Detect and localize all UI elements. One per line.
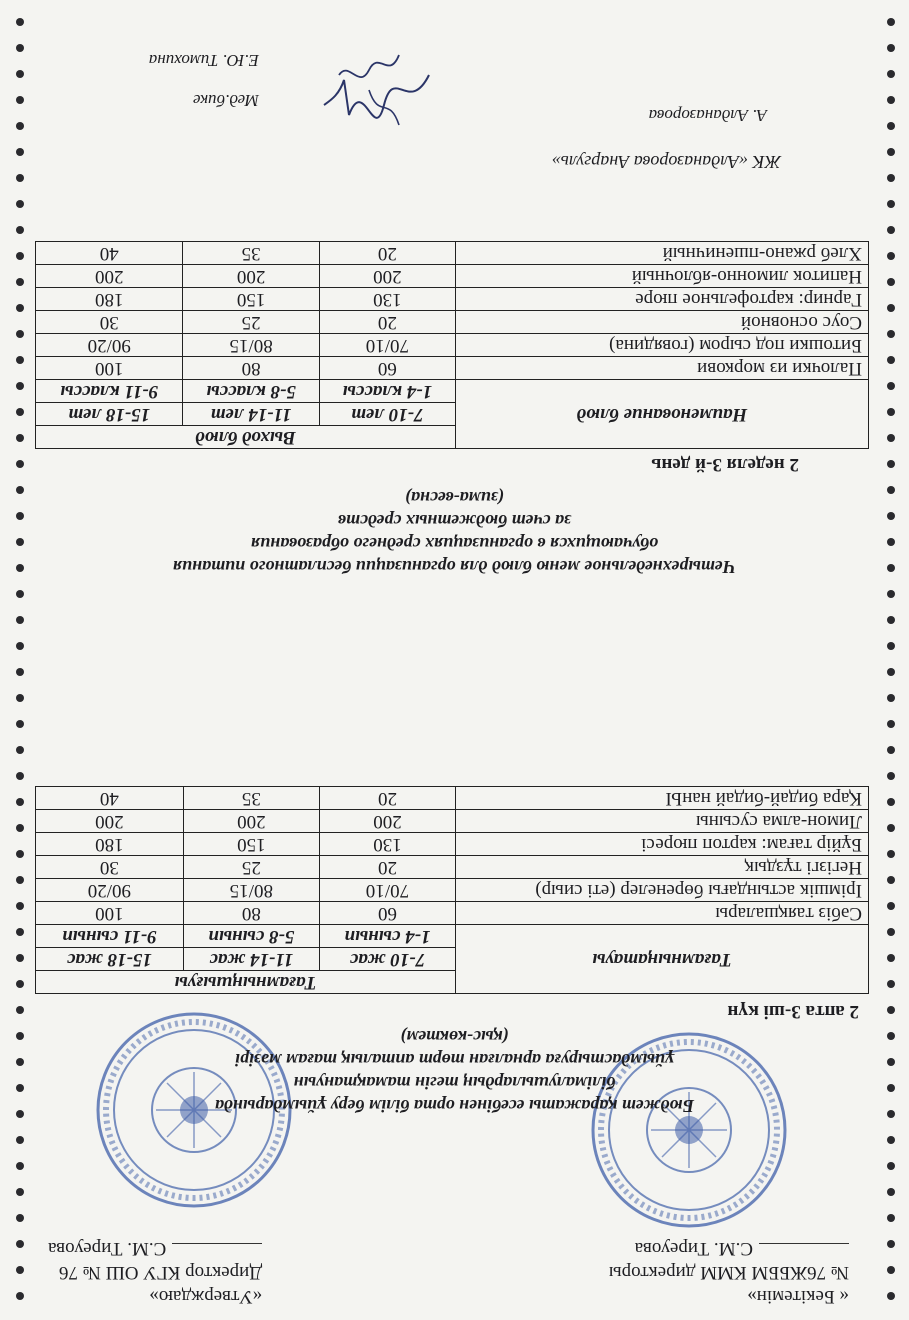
punch-hole — [887, 382, 895, 390]
portion-value: 100 — [36, 357, 184, 380]
punch-hole — [16, 772, 24, 780]
punch-hole — [887, 460, 895, 468]
punch-hole — [887, 876, 895, 884]
grade-header: 5-8 сынып — [183, 925, 319, 948]
portion-value: 130 — [319, 833, 455, 856]
punch-hole — [16, 824, 24, 832]
punch-hole — [16, 70, 24, 78]
punch-hole — [16, 44, 24, 52]
age-header: 11-14 лет — [183, 403, 319, 426]
punch-hole — [16, 304, 24, 312]
portion-value: 200 — [36, 265, 184, 288]
punch-hole — [16, 642, 24, 650]
punch-hole — [16, 564, 24, 572]
portion-value: 80/15 — [183, 334, 319, 357]
supplier-representative: А. Алданазорова — [648, 106, 767, 125]
punch-hole — [16, 200, 24, 208]
russian-title-line2: обучающихся в организациях среднего образования — [250, 534, 659, 554]
russian-menu-table — [35, 241, 869, 449]
approval-russian-sign-row — [48, 1236, 262, 1260]
approval-kazakh-sign-row — [609, 1236, 849, 1260]
punch-hole — [16, 980, 24, 988]
dish-name: Напиток лимонно-яблочный — [456, 265, 869, 288]
table-row — [36, 288, 869, 311]
approval-kazakh-line3: С.М. Тиреуова — [634, 1238, 753, 1259]
punch-hole — [16, 1058, 24, 1066]
punch-hole — [887, 278, 895, 286]
portion-value: 90/20 — [36, 334, 184, 357]
approval-russian-line2: Директор КГУ ОШ № 76 — [59, 1262, 263, 1283]
punch-hole — [16, 1084, 24, 1092]
grade-header: 5-8 классы — [183, 380, 319, 403]
kazakh-title — [60, 1025, 849, 1117]
age-header: 7-10 лет — [319, 403, 455, 426]
punch-hole — [16, 1162, 24, 1170]
punch-hole — [16, 850, 24, 858]
dish-name: Қара бидай-бидай нанЫ — [456, 787, 869, 810]
kazakh-title-line2: білімалушылардың тегін тамақтануын — [293, 1073, 616, 1093]
punch-hole — [887, 330, 895, 338]
portion-value: 60 — [319, 357, 455, 380]
punch-hole — [16, 954, 24, 962]
punch-hole — [16, 720, 24, 728]
punch-hole — [16, 1266, 24, 1274]
age-header: 11-14 жас — [183, 948, 319, 971]
portion-value: 180 — [36, 288, 184, 311]
signature-line — [172, 1243, 262, 1244]
punch-hole — [887, 1162, 895, 1170]
punch-hole — [16, 798, 24, 806]
punch-hole — [16, 122, 24, 130]
table-row — [36, 334, 869, 357]
punch-hole — [887, 642, 895, 650]
portion-value: 25 — [183, 856, 319, 879]
punch-hole — [16, 252, 24, 260]
kazakh-menu-table — [35, 786, 869, 994]
portion-value: 20 — [319, 787, 455, 810]
dish-name: Битошки под сыром (говядина) — [456, 334, 869, 357]
portion-value: 200 — [319, 265, 455, 288]
col-dish-yield: Тағамныңшығуы — [36, 971, 456, 994]
punch-hole — [16, 1032, 24, 1040]
punch-hole — [887, 44, 895, 52]
punch-hole — [16, 694, 24, 702]
punch-hole — [16, 1292, 24, 1300]
punch-hole — [16, 408, 24, 416]
supplier-name: ЖК «Алданазорова Анаргуль» — [551, 152, 781, 172]
punch-hole — [16, 512, 24, 520]
portion-value: 25 — [183, 311, 319, 334]
kazakh-title-line1: Бюджет қаражаты есебінен орта білім беру ұйымдарында — [214, 1096, 695, 1116]
punch-hole — [16, 1240, 24, 1248]
punch-hole — [887, 148, 895, 156]
punch-hole — [887, 1084, 895, 1092]
table-row — [36, 856, 869, 879]
punch-hole — [16, 356, 24, 364]
kazakh-season: (қыс-көктем) — [400, 1027, 509, 1047]
punch-hole — [16, 460, 24, 468]
punch-hole — [887, 1240, 895, 1248]
portion-value: 20 — [319, 311, 455, 334]
punch-hole — [16, 1188, 24, 1196]
punch-hole — [887, 200, 895, 208]
punch-hole — [887, 252, 895, 260]
portion-value: 35 — [183, 242, 319, 265]
portion-value: 100 — [36, 902, 184, 925]
punch-hole — [16, 590, 24, 598]
table-row — [36, 242, 869, 265]
portion-value: 35 — [183, 787, 319, 810]
dish-name: Гарнир: картофельное пюре — [456, 288, 869, 311]
portion-value: 180 — [36, 833, 184, 856]
portion-value: 200 — [319, 810, 455, 833]
punch-hole — [887, 902, 895, 910]
kazakh-title-line3: ұйымдастыруға арналған төрт апталық тағам мәзірі — [235, 1050, 674, 1070]
portion-value: 200 — [183, 810, 319, 833]
punch-hole — [887, 1188, 895, 1196]
punch-hole — [887, 772, 895, 780]
dish-name: Бұйір тағам: картоп пюресі — [456, 833, 869, 856]
portion-value: 60 — [319, 902, 455, 925]
punch-hole — [16, 148, 24, 156]
table-row — [36, 879, 869, 902]
punch-hole — [16, 486, 24, 494]
portion-value: 150 — [183, 288, 319, 311]
table-row — [36, 357, 869, 380]
punch-hole — [16, 746, 24, 754]
punch-hole — [887, 1292, 895, 1300]
table-row — [36, 810, 869, 833]
punch-holes-left — [885, 0, 895, 1320]
punch-hole — [16, 1136, 24, 1144]
punch-hole — [16, 382, 24, 390]
portion-value: 150 — [183, 833, 319, 856]
punch-hole — [887, 824, 895, 832]
punch-hole — [887, 1266, 895, 1274]
table-row — [36, 311, 869, 334]
punch-hole — [887, 356, 895, 364]
russian-title-line3: за счет бюджетных средств — [337, 511, 572, 531]
punch-hole — [16, 226, 24, 234]
punch-hole — [887, 720, 895, 728]
table-row — [36, 787, 869, 810]
punch-hole — [887, 486, 895, 494]
punch-holes-right — [14, 0, 24, 1320]
punch-hole — [887, 434, 895, 442]
approval-kazakh-line1: « Бекітемін» — [747, 1286, 849, 1307]
russian-title — [60, 486, 849, 578]
table-row — [36, 265, 869, 288]
table-row — [36, 902, 869, 925]
punch-hole — [887, 1214, 895, 1222]
punch-hole — [16, 434, 24, 442]
punch-hole — [887, 122, 895, 130]
punch-hole — [887, 1058, 895, 1066]
punch-hole — [887, 304, 895, 312]
portion-value: 70/10 — [319, 879, 455, 902]
punch-hole — [887, 538, 895, 546]
portion-value: 130 — [319, 288, 455, 311]
approval-russian-line3: С.М. Тиреуова — [48, 1238, 167, 1259]
punch-hole — [887, 694, 895, 702]
punch-hole — [16, 668, 24, 676]
russian-day-label: 2 неделя 3-й день — [651, 454, 799, 475]
portion-value: 80 — [183, 902, 319, 925]
portion-value: 200 — [183, 265, 319, 288]
punch-hole — [16, 18, 24, 26]
punch-hole — [887, 1032, 895, 1040]
signature-line — [759, 1243, 849, 1244]
punch-hole — [16, 1110, 24, 1118]
punch-hole — [887, 928, 895, 936]
dish-name: Соус основной — [456, 311, 869, 334]
dietitian-label: Мед.бике — [192, 91, 259, 110]
punch-hole — [887, 668, 895, 676]
punch-hole — [16, 538, 24, 546]
dish-name: Лимон-алма сусыны — [456, 810, 869, 833]
punch-hole — [887, 980, 895, 988]
punch-hole — [16, 1006, 24, 1014]
punch-hole — [16, 902, 24, 910]
punch-hole — [887, 798, 895, 806]
portion-value: 30 — [36, 311, 184, 334]
punch-hole — [887, 408, 895, 416]
punch-hole — [16, 1214, 24, 1222]
portion-value: 70/10 — [319, 334, 455, 357]
punch-hole — [887, 616, 895, 624]
portion-value: 90/20 — [36, 879, 184, 902]
grade-header: 1-4 сынып — [319, 925, 455, 948]
approval-kazakh — [609, 1236, 849, 1308]
punch-hole — [887, 564, 895, 572]
punch-hole — [16, 330, 24, 338]
grade-header: 9-11 классы — [36, 380, 184, 403]
portion-value: 40 — [36, 787, 184, 810]
punch-hole — [16, 876, 24, 884]
grade-header: 1-4 классы — [319, 380, 455, 403]
table-row — [36, 833, 869, 856]
punch-hole — [887, 18, 895, 26]
portion-value: 40 — [36, 242, 184, 265]
punch-hole — [887, 850, 895, 858]
approval-russian-line1: «Утверждаю» — [149, 1286, 263, 1307]
punch-hole — [887, 96, 895, 104]
punch-hole — [887, 1136, 895, 1144]
punch-hole — [887, 1006, 895, 1014]
punch-hole — [887, 174, 895, 182]
punch-hole — [887, 1110, 895, 1118]
dish-name: Сәбіз таяқшалары — [456, 902, 869, 925]
punch-hole — [16, 928, 24, 936]
kazakh-day-label: 2 апта 3-ші күн — [727, 1001, 859, 1022]
punch-hole — [887, 70, 895, 78]
age-header: 15-18 лет — [36, 403, 184, 426]
punch-hole — [16, 174, 24, 182]
punch-hole — [887, 954, 895, 962]
dish-name: Хлеб ржано-пшеничный — [456, 242, 869, 265]
dish-name: Негізгі тұздық — [456, 856, 869, 879]
punch-hole — [887, 590, 895, 598]
russian-season: (зима-весна) — [405, 488, 504, 508]
dietitian-name: Е.Ю. Тимохина — [148, 51, 259, 70]
punch-hole — [887, 746, 895, 754]
table-header-row — [36, 971, 869, 994]
punch-hole — [887, 512, 895, 520]
portion-value: 80/15 — [183, 879, 319, 902]
approval-kazakh-line2: № 76ЖББМ КММ директоры — [608, 1262, 849, 1283]
portion-value: 200 — [36, 810, 184, 833]
col-dish-yield: Выход блюд — [36, 426, 456, 449]
age-header: 7-10 жас — [319, 948, 455, 971]
col-dish-name: Наименование блюд — [456, 380, 869, 449]
approval-russian — [48, 1236, 262, 1308]
handwritten-initials — [334, 45, 404, 85]
grade-header: 9-11 сынып — [36, 925, 184, 948]
dish-name: Ірімшік астындағы бөренелер (еті сиыр) — [456, 879, 869, 902]
col-dish-name: Тағамныңатауы — [456, 925, 869, 994]
punch-hole — [16, 96, 24, 104]
portion-value: 20 — [319, 242, 455, 265]
dish-name: Палочки из моркови — [456, 357, 869, 380]
punch-hole — [887, 226, 895, 234]
portion-value: 80 — [183, 357, 319, 380]
portion-value: 20 — [319, 856, 455, 879]
punch-hole — [16, 278, 24, 286]
portion-value: 30 — [36, 856, 184, 879]
table-header-row — [36, 426, 869, 449]
russian-title-line1: Четырехнедельное меню блюд для организации бесплатного питания — [172, 557, 737, 577]
punch-hole — [16, 616, 24, 624]
age-header: 15-18 жас — [36, 948, 184, 971]
